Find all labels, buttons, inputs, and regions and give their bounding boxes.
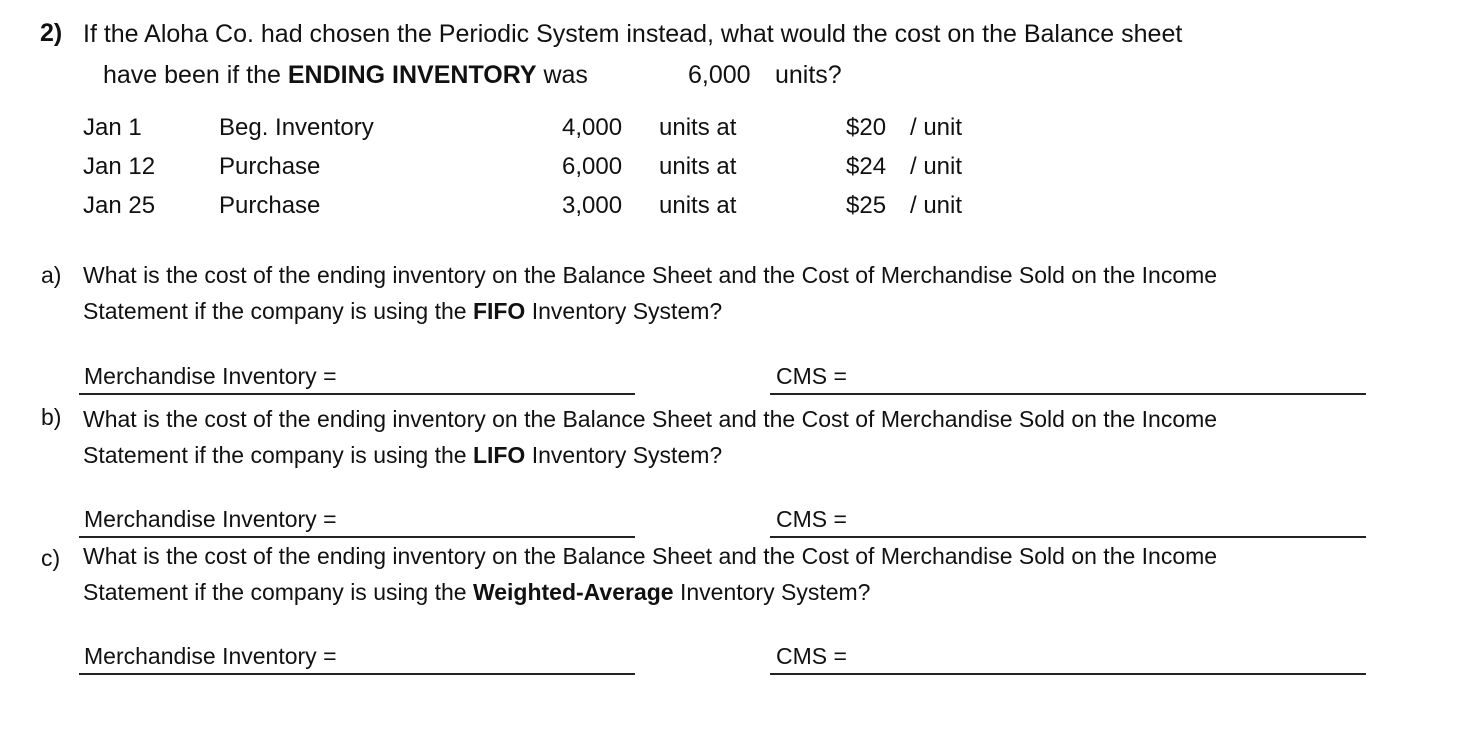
- row-type: Beg. Inventory: [219, 114, 374, 141]
- row-price: $24: [846, 153, 887, 180]
- part-c-line-2: [83, 579, 870, 606]
- part-c-mi-label: Merchandise Inventory =: [84, 643, 337, 669]
- part-a-method: FIFO: [472, 298, 526, 324]
- ending-units: 6,000: [688, 61, 751, 89]
- part-a-mi-label: Merchandise Inventory =: [84, 363, 337, 389]
- part-c-method: Weighted-Average: [472, 579, 674, 605]
- part-a-cms-answer-line[interactable]: [770, 393, 1366, 395]
- part-b-cms-label: CMS =: [776, 506, 847, 532]
- question-line-2: [103, 61, 588, 90]
- part-b-cms-answer-line[interactable]: [770, 536, 1366, 538]
- row-qty: 6,000: [562, 153, 623, 180]
- part-b-label: b): [41, 404, 62, 430]
- row-type: Purchase: [219, 192, 321, 219]
- part-b-mi-answer-line[interactable]: [79, 536, 635, 538]
- question-line-2-bold: ENDING INVENTORY: [287, 61, 537, 89]
- row-per-unit: / unit: [910, 114, 963, 141]
- question-line-1: If the Aloha Co. had chosen the Periodic System instead, what would the cost on the Balance sheet: [83, 20, 1183, 48]
- row-date: Jan 1: [83, 114, 142, 141]
- part-c-mi-answer-line[interactable]: [79, 673, 635, 675]
- question-line-2-pre: have been if the: [103, 61, 288, 89]
- part-c-label: c): [41, 545, 61, 571]
- part-c-line-2-post: Inventory System?: [673, 579, 871, 605]
- row-type: Purchase: [219, 153, 321, 180]
- part-a-line-2-pre: Statement if the company is using the: [83, 298, 473, 324]
- part-b-mi-label: Merchandise Inventory =: [84, 506, 337, 532]
- part-c-cms-answer-line[interactable]: [770, 673, 1366, 675]
- part-a-label: a): [41, 262, 62, 288]
- units-suffix: units?: [775, 61, 842, 89]
- part-a-line-1: What is the cost of the ending inventory on the Balance Sheet and the Cost of Merchandise Sold on the Income: [83, 262, 1218, 288]
- row-per-unit: / unit: [910, 153, 963, 180]
- row-qty: 4,000: [562, 114, 623, 141]
- part-a-mi-answer-line[interactable]: [79, 393, 635, 395]
- part-b-line-2: [83, 442, 722, 469]
- part-b-method: LIFO: [472, 442, 526, 468]
- row-date: Jan 25: [83, 192, 156, 219]
- row-units-at: units at: [659, 192, 737, 219]
- row-date: Jan 12: [83, 153, 156, 180]
- part-b-line-1: What is the cost of the ending inventory on the Balance Sheet and the Cost of Merchandise Sold on the Income: [83, 406, 1218, 432]
- row-units-at: units at: [659, 114, 737, 141]
- part-a-cms-label: CMS =: [776, 363, 847, 389]
- part-c-cms-label: CMS =: [776, 643, 847, 669]
- row-units-at: units at: [659, 153, 737, 180]
- question-number: 2): [40, 19, 63, 47]
- part-a-line-2: [83, 298, 722, 325]
- part-b-line-2-post: Inventory System?: [525, 442, 723, 468]
- row-per-unit: / unit: [910, 192, 963, 219]
- part-a-line-2-post: Inventory System?: [525, 298, 723, 324]
- part-b-line-2-pre: Statement if the company is using the: [83, 442, 473, 468]
- row-price: $25: [846, 192, 887, 219]
- row-price: $20: [846, 114, 887, 141]
- part-c-line-1: What is the cost of the ending inventory on the Balance Sheet and the Cost of Merchandise Sold on the Income: [83, 543, 1218, 569]
- question-line-2-post: was: [536, 61, 588, 89]
- row-qty: 3,000: [562, 192, 623, 219]
- part-c-line-2-pre: Statement if the company is using the: [83, 579, 473, 605]
